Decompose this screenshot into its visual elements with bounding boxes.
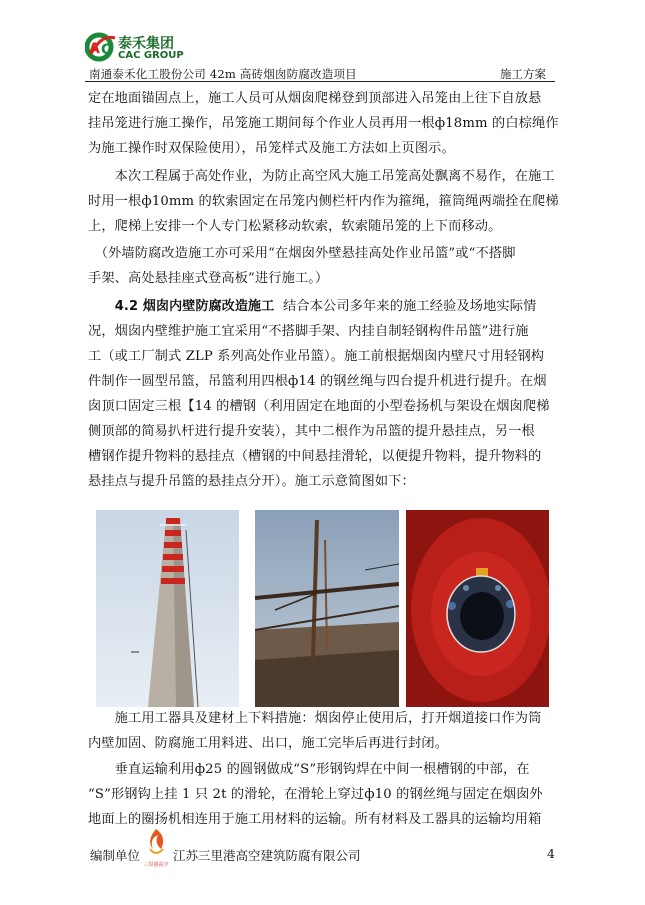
paragraph-1 xyxy=(88,86,560,161)
text-line: （外墙防腐改造施工亦可采用“在烟囱外壁悬挂高处作业吊篮”或“不搭脚 xyxy=(88,246,516,261)
header-doc-type: 施工方案 xyxy=(500,67,546,81)
text-line: 手架、高处悬挂座式登高板”进行施工。） xyxy=(88,271,329,286)
text-line xyxy=(88,294,560,319)
photo-chimney-exterior xyxy=(96,510,239,707)
text-line: 施工用工器具及建材上下料措施：烟囱停止使用后，打开烟道接口作为筒 xyxy=(88,711,542,726)
paragraph-4 xyxy=(88,294,560,494)
header-rule xyxy=(85,81,555,82)
text-line: “S”形钢钩上挂 1 只 2t 的滑轮，在滑轮上穿过ф10 的钢丝绳与固定在烟囱外 xyxy=(88,787,543,802)
paragraph-3 xyxy=(88,241,560,291)
svg-text:A: A xyxy=(89,41,100,57)
text-line: 囱顶口固定三根【14 的槽钢（利用固定在地面的小型卷扬机与架设在烟囱爬梯 xyxy=(88,399,550,414)
header-project-title: 南通泰禾化工股份公司 42m 高砖烟囱防腐改造项目 xyxy=(89,67,357,81)
text-line: 内壁加固、防腐施工用料进、出口，施工完毕后再进行封闭。 xyxy=(88,736,449,751)
footer-company-logo xyxy=(141,827,171,867)
text-line: 槽钢作提升物料的悬挂点（槽钢的中间悬挂滑轮，以便提升物料，提升物料的 xyxy=(88,449,542,464)
text-line: 工（或工厂制式 ZLP 系列高处作业吊篮）。施工前根据烟囱内壁尺寸用轻钢构 xyxy=(88,349,545,364)
text-line: 件制作一圆型吊篮，吊篮利用四根ф14 的钢丝绳与四台提升机进行提升。在烟 xyxy=(88,374,547,389)
text-line: 侧顶部的简易扒杆进行提升安装），其中二根作为吊篮的提升悬挂点，另一根 xyxy=(88,424,535,439)
page-number: 4 xyxy=(547,846,555,861)
footer-company: 江苏三里港高空建筑防腐有限公司 xyxy=(173,848,361,863)
section-heading: 4.2 烟囱内壁防腐改造施工 xyxy=(114,299,275,314)
photo-lifting-frame xyxy=(255,510,399,707)
svg-text:C: C xyxy=(101,42,112,58)
text-line: 挂吊笼进行施工操作，吊笼施工期间每个作业人员再用一根ф18mm 的白棕绳作 xyxy=(88,116,559,131)
text-line: 为施工操作时双保险使用），吊笼样式及施工方法如上页图示。 xyxy=(88,141,455,156)
paragraph-6 xyxy=(88,757,560,832)
paragraph-5 xyxy=(88,706,560,756)
text-line: 地面上的圈扬机相连用于施工用材料的运输。所有材料及工器具的运输均用箱 xyxy=(88,812,542,827)
text-line: 时用一根ф10mm 的软索固定在吊笼内侧栏杆内作为箍绳，箍筒绳两端拴在爬梯 xyxy=(88,194,559,209)
paragraph-2 xyxy=(88,164,560,239)
section-first-line: 结合本公司多年来的施工经验及场地实际情 xyxy=(283,299,537,314)
photo-chimney-interior xyxy=(406,510,549,707)
text-line: 悬挂点与提升吊篮的悬挂点分开）。施工示意简图如下： xyxy=(88,474,415,489)
text-line: 本次工程属于高处作业，为防止高空风大施工吊笼高处飘离不易作，在施工 xyxy=(88,169,555,184)
logo-text-cn: 泰禾集团 xyxy=(118,36,174,52)
text-line: 垂直运输利用ф25 的圆钢做成“S”形钢钩焊在中间一根槽钢的中部，在 xyxy=(88,762,530,777)
logo-text-en: CAC GROUP xyxy=(118,50,184,61)
text-line: 定在地面锚固点上，施工人员可从烟囱爬梯登到顶部进入吊笼由上往下自放悬 xyxy=(88,91,542,106)
footer-label: 编制单位 xyxy=(90,848,141,863)
text-line: 况，烟囱内壁维护施工宜采用“不搭脚手架、内挂自制轻钢构件吊篮”进行施 xyxy=(88,324,529,339)
footer-logo-text: 三里港高空 xyxy=(143,862,169,868)
text-line: 上，爬梯上安排一个人专门松紧移动软索，软索随吊笼的上下而移动。 xyxy=(88,219,502,234)
